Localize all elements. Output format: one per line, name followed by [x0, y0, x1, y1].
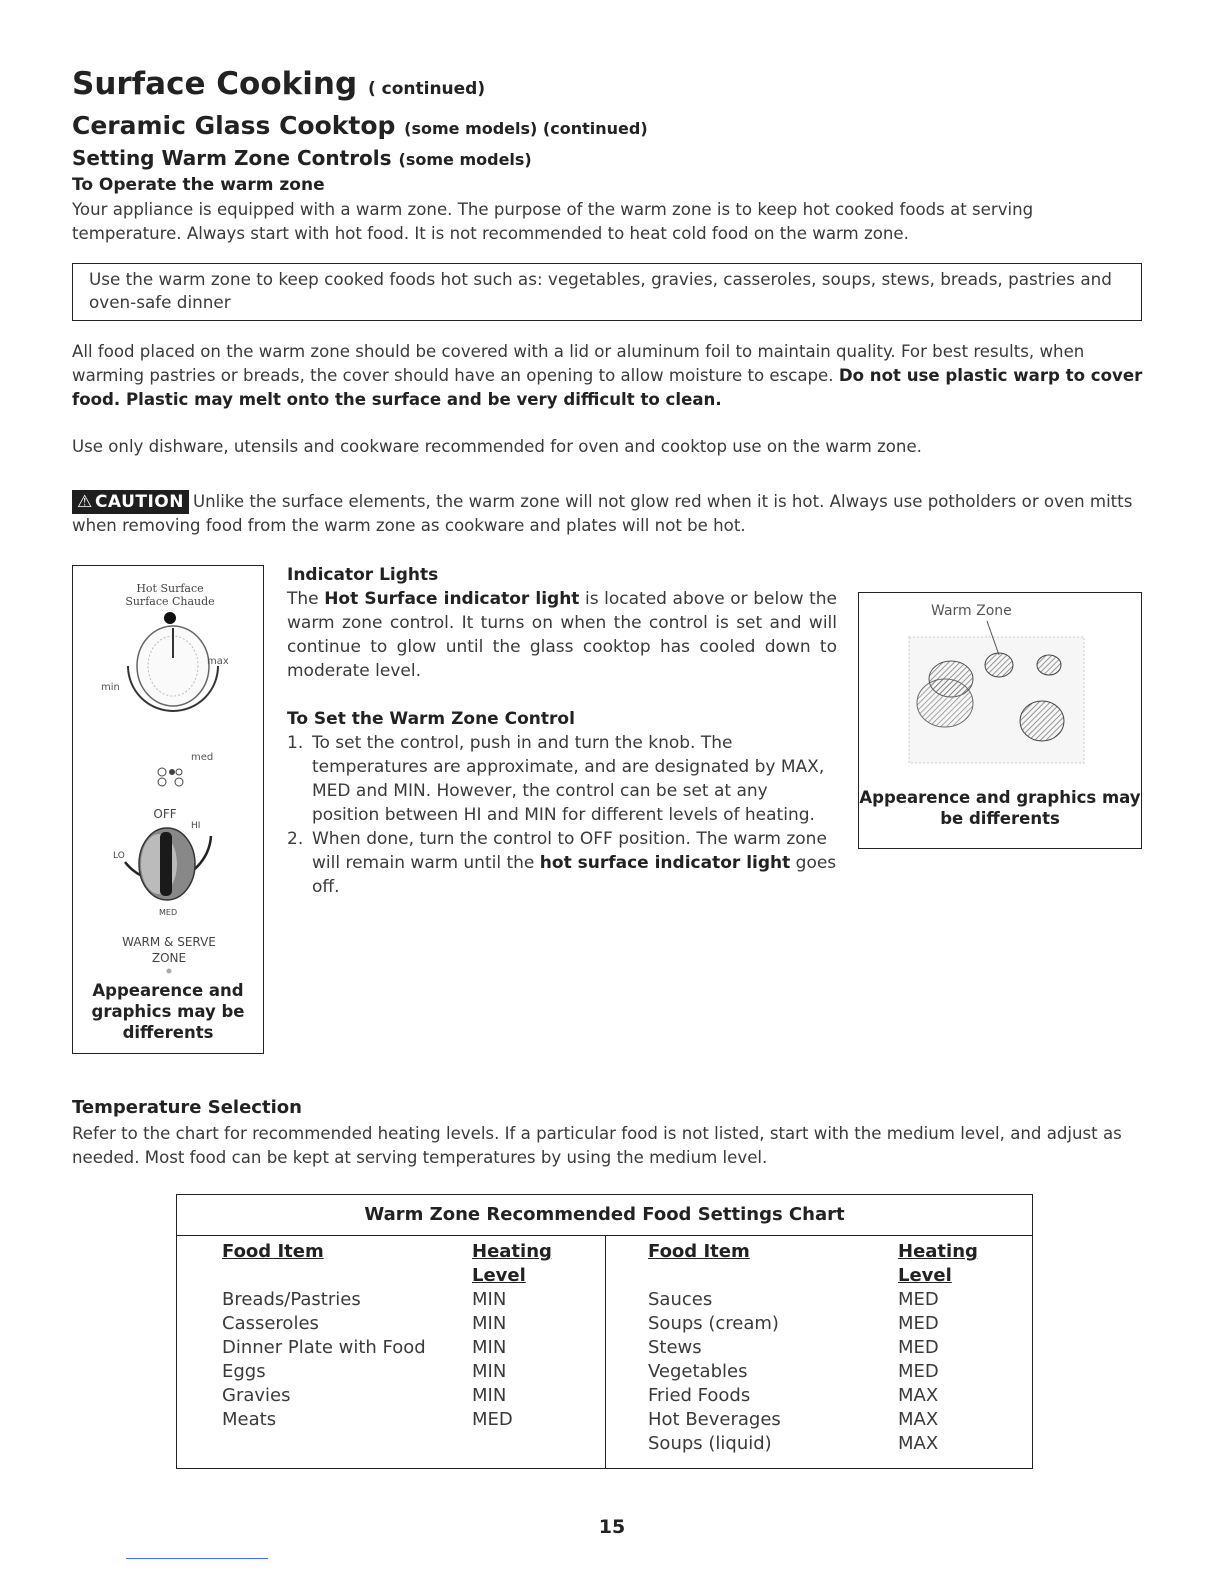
table-cell: MIN	[472, 1385, 507, 1406]
table-cell: Sauces	[648, 1289, 713, 1310]
table-cell: Casseroles	[222, 1313, 319, 1334]
warm-zone-note-box: Use the warm zone to keep cooked foods hot such as: vegetables, gravies, casseroles, soups, stews, breads, pastries and oven-safe dinner	[72, 263, 1142, 321]
operate-heading: To Operate the warm zone	[72, 175, 325, 195]
cover-text: All food placed on the warm zone should be covered with a lid or aluminum foil to maintain quality. For best results, when warming pastries or breads, the cover should have an opening to allow moisture to escape.	[72, 342, 1085, 385]
caution-badge	[72, 490, 189, 514]
knob-med-caps-label: MED	[159, 908, 178, 917]
knob-min-label: min	[101, 682, 120, 693]
page-title-suffix: ( continued)	[367, 79, 486, 99]
right-level-header-1: Heating	[898, 1241, 978, 1262]
temperature-paragraph: Refer to the chart for recommended heating levels. If a particular food is not listed, start with the medium level, and adjust as needed. Most food can be kept at serving temperatures by using the medium level.	[72, 1124, 1122, 1167]
left-level-header-1: Heating	[472, 1241, 552, 1262]
set-control-step-1	[287, 731, 837, 827]
right-food-column	[648, 1240, 781, 1456]
warm-serve-knob-icon	[125, 828, 211, 900]
warm-zone-element-icon	[985, 653, 1013, 677]
control-knobs-figure	[72, 565, 264, 1054]
table-cell: MIN	[472, 1289, 507, 1310]
table-cell: MED	[472, 1409, 513, 1430]
step-2-text-b: goes off.	[312, 853, 837, 897]
table-cell: MED	[898, 1289, 939, 1310]
table-cell: MAX	[898, 1409, 939, 1430]
step-1-text: To set the control, push in and turn the knob. The temperatures are approximate, and are designated by MAX, MED and MIN. However, the control can be set at any position between HI and MIN for different levels of heating.	[312, 733, 825, 825]
control-knobs-illustration	[73, 566, 262, 986]
table-cell: MED	[898, 1313, 939, 1334]
hot-surface-label: Hot Surface	[136, 582, 204, 595]
element-rear-right-icon	[1037, 655, 1061, 675]
left-level-column	[472, 1240, 552, 1432]
warm-zone-knob-icon	[128, 626, 218, 711]
table-cell: MIN	[472, 1337, 507, 1358]
table-cell: MED	[898, 1361, 939, 1382]
page-subtitle-suffix: (some models) (continued)	[404, 119, 648, 138]
zone-indicator-dot	[167, 969, 172, 974]
step-1-number: 1.	[287, 733, 304, 753]
caution-text: Unlike the surface elements, the warm zone will not glow red when it is hot. Always use potholders or oven mitts when removing food from the warm zone as cookware and plates will not be hot.	[72, 492, 1133, 535]
set-control-heading: To Set the Warm Zone Control	[287, 709, 575, 729]
chart-divider	[605, 1235, 606, 1468]
knob-med-label: med	[191, 752, 214, 763]
table-cell: Fried Foods	[648, 1385, 751, 1406]
cooktop-illustration	[859, 593, 1140, 783]
right-level-column	[898, 1240, 978, 1456]
table-cell: Gravies	[222, 1385, 291, 1406]
footer-rule	[126, 1558, 268, 1559]
element-front-right-icon	[1020, 701, 1064, 741]
right-figure-caption: Appearence and graphics may be differents	[859, 788, 1141, 828]
section-heading-suffix: (some models)	[398, 150, 532, 169]
table-cell: Meats	[222, 1409, 277, 1430]
table-cell: Hot Beverages	[648, 1409, 781, 1430]
caution-paragraph	[72, 490, 1147, 538]
left-level-header-2: Level	[472, 1265, 526, 1286]
table-cell: MAX	[898, 1433, 939, 1454]
table-cell: MED	[898, 1337, 939, 1358]
indicator-text-b: is located above or below the warm zone control. It turns on when the control is set and will continue to glow until the glass cooktop has cooled down to moderate level.	[287, 589, 837, 681]
temperature-heading: Temperature Selection	[72, 1097, 302, 1118]
section-heading	[72, 146, 532, 170]
cover-paragraph	[72, 340, 1147, 412]
indicator-text-a: The	[287, 589, 319, 609]
page-number: 15	[598, 1516, 626, 1538]
table-cell: Dinner Plate with Food	[222, 1337, 426, 1358]
step-2-bold: hot surface indicator light	[539, 853, 791, 873]
warm-zone-label: Warm Zone	[931, 603, 1012, 619]
table-cell: Soups (liquid)	[648, 1433, 772, 1454]
hot-surface-indicator-light	[164, 612, 176, 624]
left-food-column	[222, 1240, 426, 1432]
table-cell: Stews	[648, 1337, 702, 1358]
table-cell: Eggs	[222, 1361, 266, 1382]
step-2-text-a: When done, turn the control to OFF position. The warm zone will remain warm until the	[312, 829, 827, 873]
dishware-paragraph: Use only dishware, utensils and cookware recommended for oven and cooktop use on the warm zone.	[72, 437, 922, 456]
right-level-header-2: Level	[898, 1265, 952, 1286]
indicator-bold: Hot Surface indicator light	[324, 589, 580, 609]
knob-lo-label: LO	[113, 851, 125, 861]
indicator-and-control-column	[287, 563, 837, 899]
chart-title: Warm Zone Recommended Food Settings Chart	[177, 1195, 1032, 1236]
left-figure-caption: Appearence and graphics may be differents	[91, 981, 245, 1042]
knob-max-label: max	[207, 656, 229, 667]
warning-triangle-icon: ⚠	[77, 492, 93, 512]
indicator-lights-paragraph	[287, 587, 837, 683]
page-title-text: Surface Cooking	[72, 66, 358, 102]
table-cell: MIN	[472, 1313, 507, 1334]
operate-paragraph: Your appliance is equipped with a warm zone. The purpose of the warm zone is to keep hot cooked foods at serving temperature. Always start with hot food. It is not recommended to heat cold food on the warm zone.	[72, 200, 1034, 243]
step-2-number: 2.	[287, 829, 304, 849]
surface-chaude-label: Surface Chaude	[125, 595, 215, 608]
table-cell: MIN	[472, 1361, 507, 1382]
knob-hi-label: HI	[191, 821, 201, 831]
indicator-lights-heading: Indicator Lights	[287, 565, 439, 585]
page-title	[72, 66, 485, 102]
left-food-header: Food Item	[222, 1241, 324, 1262]
right-food-header: Food Item	[648, 1241, 750, 1262]
table-cell: Soups (cream)	[648, 1313, 779, 1334]
set-control-steps	[287, 731, 837, 899]
set-control-step-2	[287, 827, 837, 899]
knob-off-label: OFF	[153, 807, 177, 821]
page-subtitle	[72, 111, 648, 140]
cooktop-figure	[858, 592, 1142, 849]
page-subtitle-text: Ceramic Glass Cooktop	[72, 111, 396, 140]
food-settings-chart	[176, 1194, 1033, 1469]
zone-label: ZONE	[151, 951, 187, 965]
warm-serve-label: WARM & SERVE	[122, 935, 216, 949]
section-heading-text: Setting Warm Zone Controls	[72, 146, 392, 170]
table-cell: Vegetables	[648, 1361, 748, 1382]
table-cell: MAX	[898, 1385, 939, 1406]
element-layout-icon	[158, 768, 183, 786]
element-front-left-icon	[917, 679, 973, 727]
cover-warning-bold: Do not use plastic warp to cover food. Plastic may melt onto the surface and be very difficult to clean.	[72, 366, 1143, 409]
caution-label: CAUTION	[94, 492, 184, 512]
table-cell: Breads/Pastries	[222, 1289, 361, 1310]
